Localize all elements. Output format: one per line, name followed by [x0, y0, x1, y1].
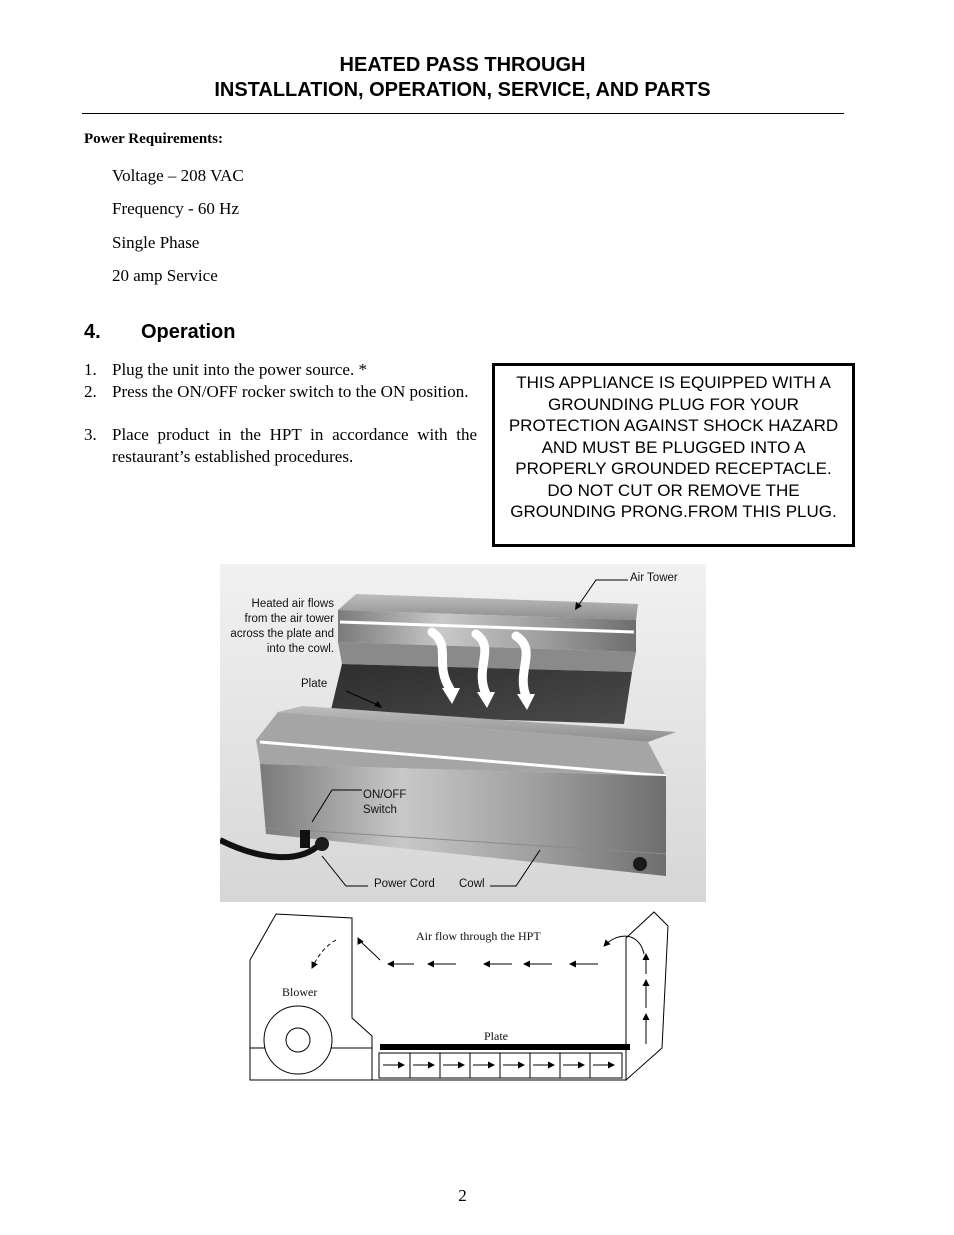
- plate-bar: [380, 1044, 630, 1050]
- step-3-text: Place product in the HPT in accordance with the restaurant’s established procedures.: [112, 425, 477, 466]
- plate-photo-label: Plate: [301, 678, 328, 690]
- step-3-number: 3.: [84, 425, 97, 444]
- power-frequency: Frequency - 60 Hz: [112, 199, 239, 218]
- page-number: 2: [458, 1186, 467, 1205]
- document-title-line-2: INSTALLATION, OPERATION, SERVICE, AND PARTS: [214, 79, 711, 101]
- section-title: Operation: [141, 321, 236, 343]
- power-cord-label: Power Cord: [374, 878, 435, 890]
- power-requirements-heading: Power Requirements:: [84, 131, 223, 147]
- airflow-diagram-title: Air flow through the HPT: [416, 929, 541, 943]
- step-2-number: 2.: [84, 382, 97, 401]
- air-tower-label: Air Tower: [630, 572, 678, 584]
- switch-label: ON/OFF Switch: [363, 789, 407, 816]
- blower-label: Blower: [282, 985, 318, 999]
- grounding-warning-text: THIS APPLIANCE IS EQUIPPED WITH A GROUNDING PLUG FOR YOUR PROTECTION AGAINST SHOCK HAZARD AND MUST BE PLUGGED INTO A PROPERLY GROUNDED RECEPTACLE. DO NOT CUT OR REMOVE THE GROUNDING PRONG.FROM THIS PLUG.: [508, 373, 839, 521]
- step-2-text: Press the ON/OFF rocker switch to the ON position.: [112, 382, 469, 401]
- power-service: 20 amp Service: [112, 266, 218, 285]
- header-rule: [82, 113, 844, 114]
- step-1-text: Plug the unit into the power source. *: [112, 360, 367, 379]
- cowl-label: Cowl: [459, 878, 485, 890]
- step-1-number: 1.: [84, 360, 97, 379]
- airflow-diagram: [248, 908, 673, 1086]
- grounding-warning-box: [492, 363, 855, 547]
- plate-diagram-label: Plate: [484, 1029, 508, 1043]
- power-phase: Single Phase: [112, 233, 200, 252]
- power-voltage: Voltage – 208 VAC: [112, 166, 244, 185]
- section-number: 4.: [84, 321, 101, 343]
- product-photo: [220, 564, 706, 902]
- heated-air-label: Heated air flows from the air tower across the plate and into the cowl.: [230, 598, 334, 655]
- power-switch: [300, 830, 310, 848]
- document-title-line-1: HEATED PASS THROUGH: [339, 54, 586, 76]
